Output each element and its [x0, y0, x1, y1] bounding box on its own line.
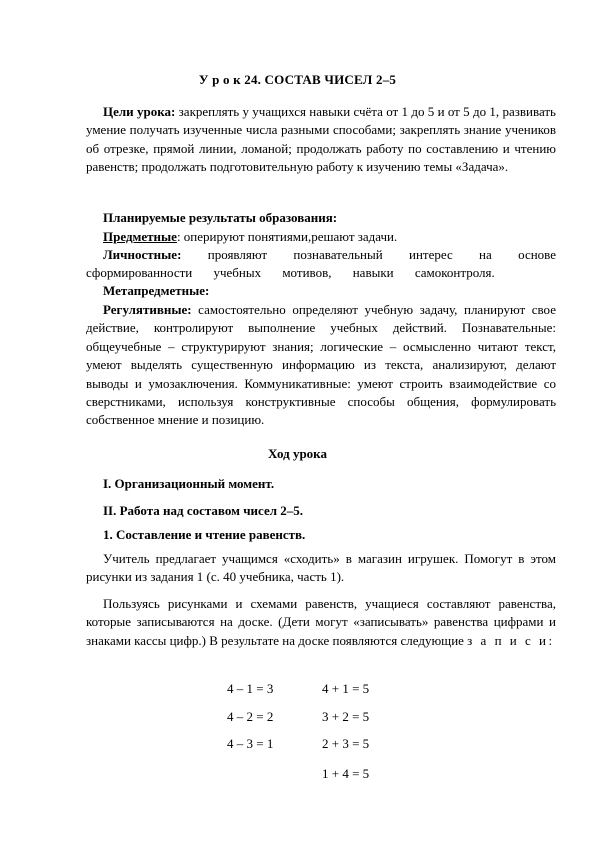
- equation-right-4: 1 + 4 = 5: [322, 766, 370, 781]
- paragraph-2-text: Пользуясь рисунками и схемами равенств, учащиеся составляют равенства, которые записываются на доске. (Дети могут «записывать» равенства цифрами и знаками кассы цифр.) В результате на доске появляются следующие: [86, 596, 556, 648]
- planned-results-heading: Планируемые результаты образования:: [103, 210, 338, 225]
- equation-left-2: 4 – 2 = 2: [227, 709, 274, 724]
- lesson-title: У р о к 24. СОСТАВ ЧИСЕЛ 2–5: [198, 72, 397, 87]
- subject-results: [103, 228, 397, 246]
- lesson-goals: [86, 103, 556, 177]
- subsection-1-heading: 1. Составление и чтение равенств.: [103, 527, 306, 542]
- course-heading: Ход урока: [268, 446, 327, 461]
- meta-results-heading: Метапредметные:: [103, 283, 210, 298]
- course-paragraph-1: Учитель предлагает учащимся «сходить» в магазин игрушек. Помогут в этом рисунки из задания 1 (с. 40 учебника, часть 1).: [86, 551, 556, 585]
- section-2-heading: II. Работа над составом чисел 2–5.: [103, 503, 304, 518]
- goals-text: закреплять у учащихся навыки счёта от 1 до 5 и от 5 до 1, развивать умение получать изученные числа разными способами; закреплять знание учеников об отрезке, прямой линии, ломаной; продолжать работу по составлению и чтению равенств; продолжать подготовительную работу к изучению темы «Задача».: [86, 104, 556, 175]
- subject-label: Предметные: [103, 229, 177, 244]
- personal-text: проявляют познавательный интерес на основе сформированности учебных мотивов, навыки самоконтроля.: [86, 247, 556, 281]
- goals-label: Цели урока:: [103, 104, 176, 119]
- equation-right-1: 4 + 1 = 5: [322, 681, 370, 696]
- course-paragraph-2: [86, 595, 556, 650]
- subject-text: : оперируют понятиями,решают задачи.: [176, 229, 398, 244]
- equation-left-3: 4 – 3 = 1: [227, 736, 274, 751]
- equation-right-2: 3 + 2 = 5: [322, 709, 370, 724]
- equation-right-3: 2 + 3 = 5: [322, 736, 370, 751]
- meta-results: [86, 301, 556, 430]
- paragraph-2-spaced: з а п и с и:: [467, 632, 555, 648]
- personal-label: Личностные:: [103, 247, 182, 262]
- section-1-heading: I. Организационный момент.: [103, 476, 275, 491]
- equation-left-1: 4 – 1 = 3: [227, 681, 274, 696]
- personal-results: [86, 246, 556, 283]
- regulative-label: Регулятивные:: [103, 302, 192, 317]
- meta-text: самостоятельно определяют учебную задачу, планируют свое действие, контролируют выполнение учебных действий. Познавательные: общеучебные – структурируют знания; логические – осмысленно читают текст, умеют выделять существенную информацию из текста, анализируют, делают выводы и умозаключения. Коммуникативные: умеют строить взаимодействие со сверстниками, используя конструктивные способы общения, формулировать собственное мнение и позицию.: [86, 302, 556, 428]
